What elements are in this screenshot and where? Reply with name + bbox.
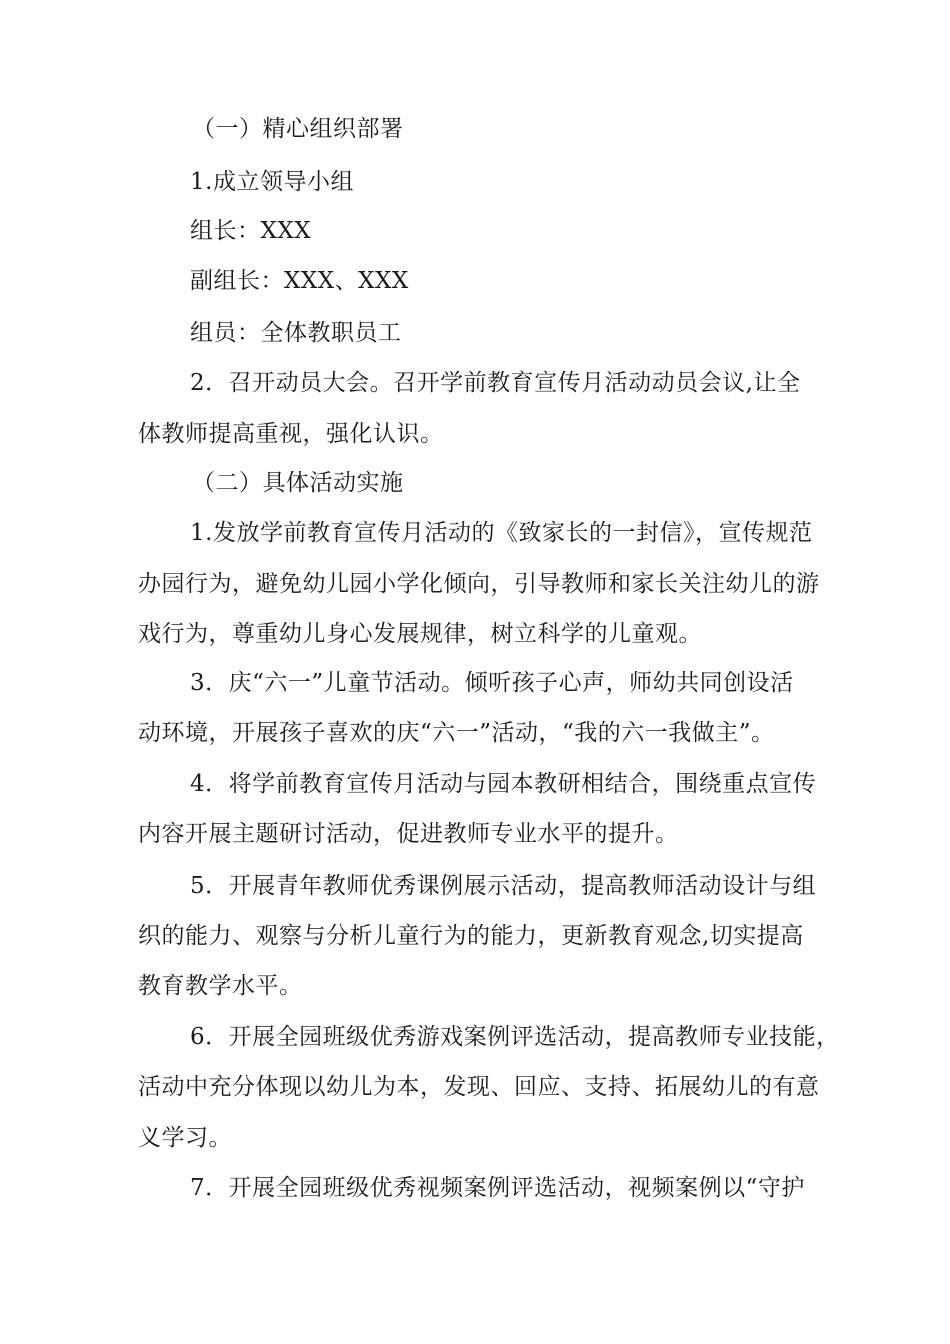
- paragraph-line: 6．开展全园班级优秀游戏案例评选活动，提高教师专业技能，: [190, 1024, 840, 1050]
- leader-line: 组长：XXX: [190, 218, 312, 244]
- members-line: 组员：全体教职员工: [190, 320, 402, 346]
- paragraph-line: 织的能力、观察与分析儿童行为的能力，更新教育观念,切实提高: [138, 923, 804, 949]
- deputy-leader-line: 副组长：XXX、XXX: [190, 268, 409, 294]
- section-heading-1: （一）精心组织部署: [192, 116, 404, 142]
- paragraph-line: 教育教学水平。: [138, 973, 303, 999]
- paragraph-line: 5．开展青年教师优秀课例展示活动，提高教师活动设计与组: [190, 873, 817, 899]
- paragraph-line: 戏行为，尊重幼儿身心发展规律，树立科学的儿童观。: [138, 621, 702, 647]
- paragraph-line: 2．召开动员大会。召开学前教育宣传月活动动员会议,让全: [190, 370, 801, 396]
- subheading-leadership-group: 1.成立领导小组: [190, 169, 354, 195]
- paragraph-line: 体教师提高重视，强化认识。: [138, 421, 444, 447]
- paragraph-line: 1.发放学前教育宣传月活动的《致家长的一封信》，宣传规范: [190, 520, 813, 546]
- paragraph-line: 内容开展主题研讨活动，促进教师专业水平的提升。: [138, 821, 679, 847]
- paragraph-line: 3．庆“六一”儿童节活动。倾听孩子心声，师幼共同创设活: [190, 670, 794, 696]
- paragraph-line: 7．开展全园班级优秀视频案例评选活动，视频案例以“守护: [190, 1175, 805, 1201]
- paragraph-line: 办园行为，避免幼儿园小学化倾向，引导教师和家长关注幼儿的游: [138, 571, 820, 597]
- paragraph-line: 活动中充分体现以幼儿为本，发现、回应、支持、拓展幼儿的有意: [138, 1074, 820, 1100]
- paragraph-line: 义学习。: [138, 1125, 232, 1151]
- section-heading-2: （二）具体活动实施: [192, 470, 404, 496]
- paragraph-line: 动环境，开展孩子喜欢的庆“六一”活动，“我的六一我做主”。: [138, 720, 775, 746]
- paragraph-line: 4．将学前教育宣传月活动与园本教研相结合，围绕重点宣传: [190, 771, 817, 797]
